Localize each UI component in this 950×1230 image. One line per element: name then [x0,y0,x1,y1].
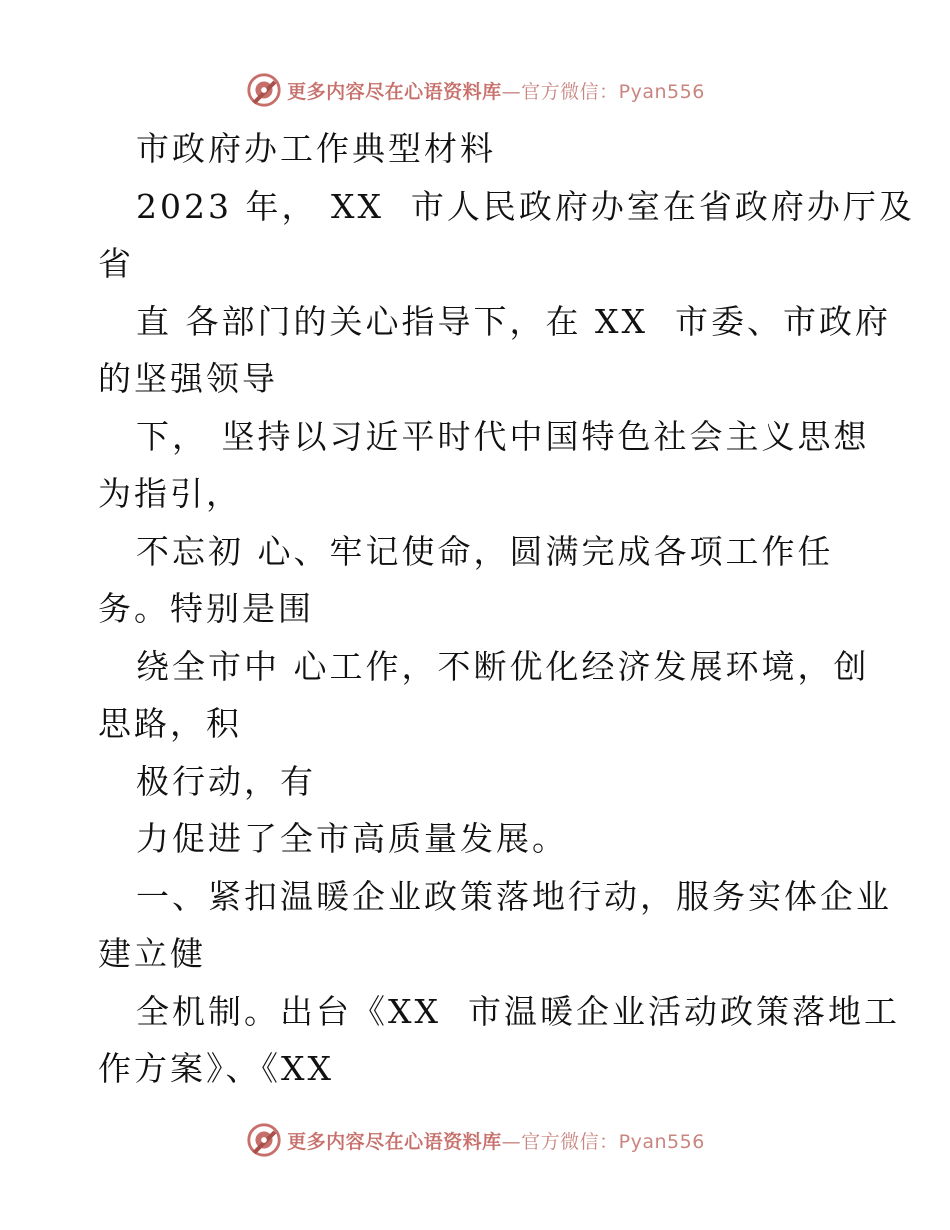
text-line: 不忘初 心、牢记使命，圆满完成各项工作任 [136,531,834,571]
document-body [98,120,915,1098]
text-line: 的坚强领导 [98,359,278,398]
watermark-brand: 更多内容尽在心语资料库 [287,1130,502,1153]
document-title: 市政府办工作典型材料 [136,129,496,168]
text-line: 建立健 [98,934,206,973]
text-line: 直 各部门的关心指导下，在 XX 市委、市政府 [136,301,891,341]
pen-logo-icon [245,71,283,109]
text-line: 全机制。出台《XX 市温暖企业活动政策落地工 [136,991,900,1031]
watermark-text [287,1127,705,1154]
watermark-contact: —官方微信：Pyan556 [501,1130,705,1153]
text-line: 作方案》、《XX [98,1049,334,1088]
header-watermark [0,68,950,112]
section-heading: 一、紧扣温暖企业政策落地行动，服务实体企业 [136,876,892,916]
text-line: 2023 年， XX 市人民政府办室在省政府办厅及 [136,186,915,226]
footer-watermark [0,1118,950,1162]
text-line: 下， 坚持以习近平时代中国特色社会主义思想 [136,416,870,456]
text-line: 省 [98,244,134,283]
text-line: 务。特别是围 [98,589,314,628]
pen-logo-icon [245,1121,283,1159]
text-line: 绕全市中 心工作，不断优化经济发展环境，创 [136,646,870,686]
text-line: 为指引， [98,474,242,513]
text-line: 力促进了全市高质量发展。 [136,819,568,858]
text-line: 极行动，有 [136,761,316,801]
watermark-brand: 更多内容尽在心语资料库 [287,80,502,103]
text-line: 思路，积 [98,704,242,743]
watermark-text [287,77,705,104]
watermark-contact: —官方微信：Pyan556 [501,80,705,103]
